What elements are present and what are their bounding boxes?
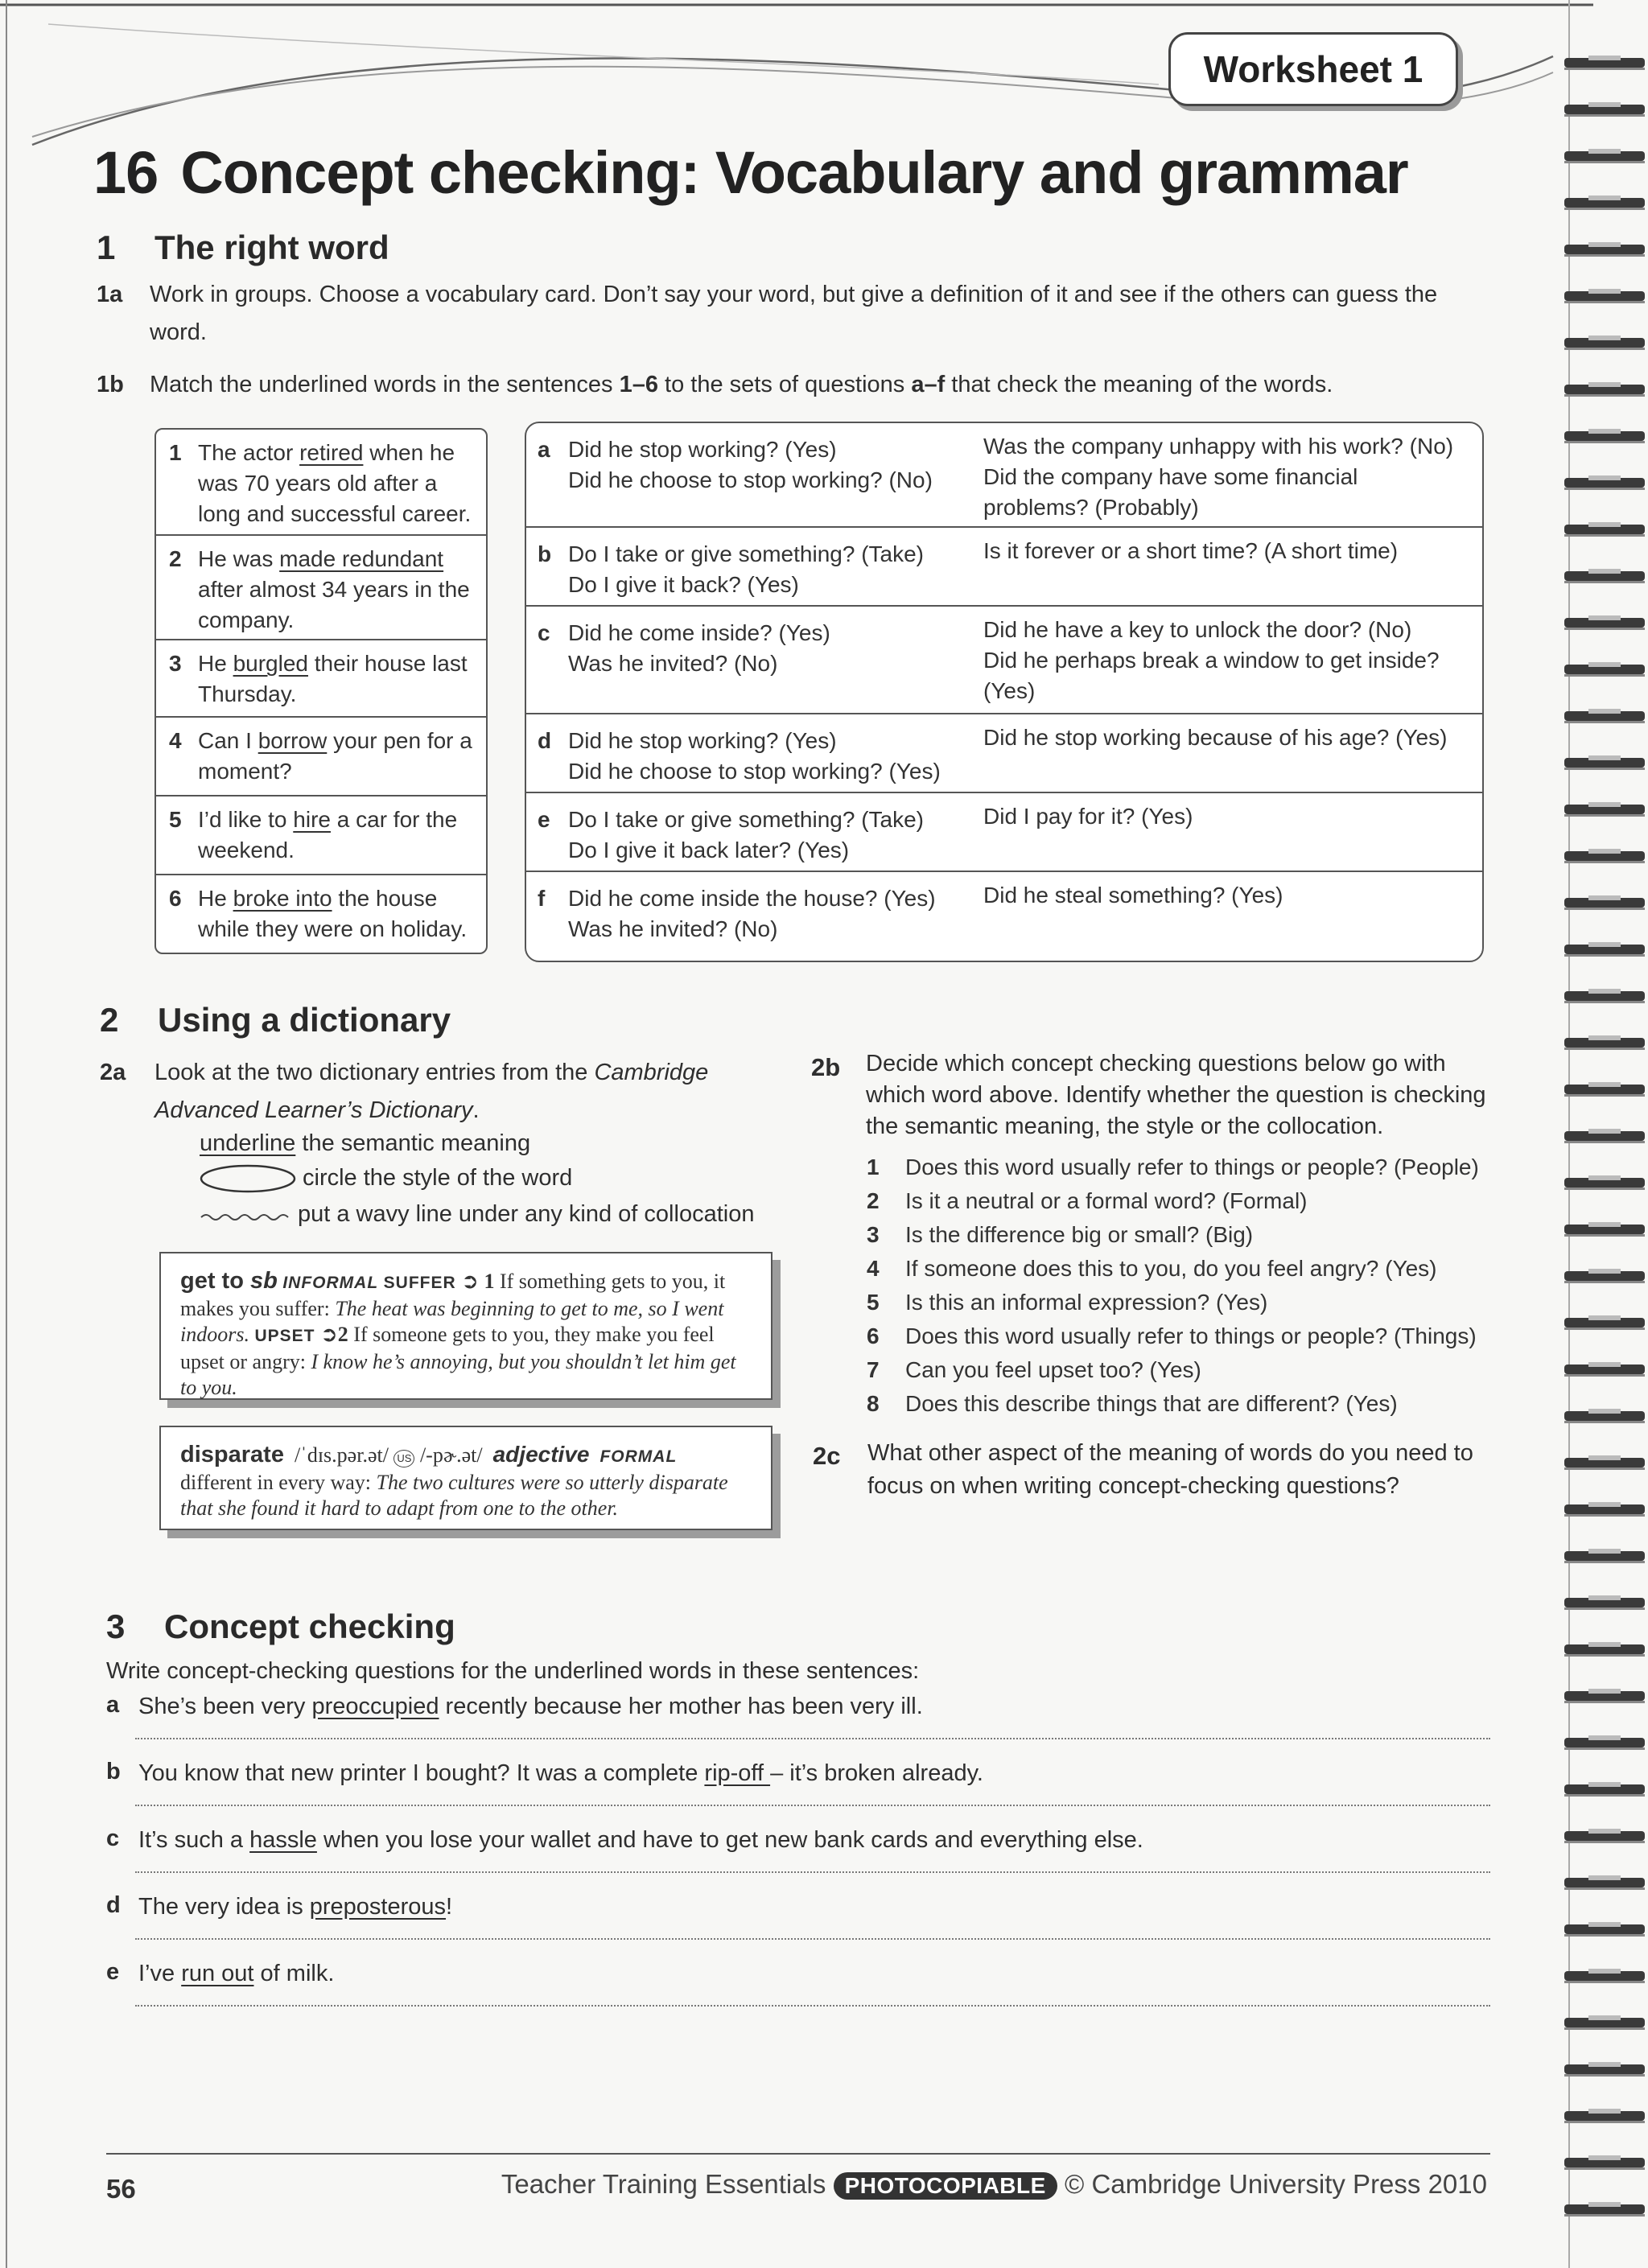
list-2b-item	[867, 1387, 1479, 1421]
item-text-post: – it’s broken already.	[770, 1760, 983, 1786]
item-text-post: !	[446, 1894, 453, 1920]
binding-coil-icon	[1564, 100, 1648, 121]
binding-coil-icon	[1564, 1686, 1648, 1707]
underlined-word: preposterous	[309, 1894, 447, 1920]
binding-coil-icon	[1564, 1406, 1648, 1427]
question-col-2: Did he have a key to unlock the door? (No) Did he perhaps break a window to get inside? (Yes)	[983, 617, 1440, 703]
binding-coil-icon	[1564, 753, 1648, 774]
binding-coil-icon	[1564, 520, 1648, 541]
binding-coil-icon	[1564, 193, 1648, 214]
item-text-post: when you lose your wallet and have to get new bank cards and everything else.	[316, 1827, 1143, 1853]
binding-coil-icon	[1564, 2153, 1648, 2174]
question-2b: 2b Decide which concept checking questions below go with which word above. Identify whether the question is checking the semantic meaning, the style or the collocation.	[811, 1051, 1486, 1139]
item-number: 8	[867, 1391, 880, 1416]
binding-coil-icon	[1564, 426, 1648, 447]
question-col-2: Did I pay for it? (Yes)	[983, 804, 1193, 829]
binding-coil-icon	[1564, 1313, 1648, 1334]
sentence-number: 4	[169, 728, 182, 753]
question-letter: d	[538, 728, 552, 753]
item-text: Can you feel upset too? (Yes)	[905, 1357, 1201, 1382]
binding-coil-icon	[1564, 1126, 1648, 1147]
sentence-text-pre: The actor	[198, 440, 300, 465]
question-letter: b	[538, 541, 552, 566]
question-row	[526, 714, 1482, 793]
binding-coil-icon	[1564, 146, 1648, 167]
wavy-line-icon	[198, 1203, 298, 1227]
underlined-word: run out	[181, 1961, 254, 1986]
item-text-post: of milk.	[253, 1961, 335, 1986]
sentence-text-pre: He	[198, 651, 233, 676]
binding-coil-icon	[1564, 333, 1648, 354]
photocopiable-badge: PHOTOCOPIABLE	[834, 2172, 1057, 2200]
list-2b-item	[867, 1184, 1479, 1218]
question-col-1: Do I take or give something? (Take) Do I give it back? (Yes)	[568, 541, 924, 597]
list-2b-item	[867, 1252, 1479, 1286]
section-1-heading: 1 The right word	[97, 228, 389, 266]
section-3-item	[106, 1688, 1490, 1755]
sentence-number: 6	[169, 886, 182, 911]
binding-coil-icon	[1564, 613, 1648, 634]
binding-coil-icon	[1564, 1780, 1648, 1801]
question-2c: 2c What other aspect of the meaning of words do you need to focus on when writing concept-checking questions?	[813, 1440, 1473, 1499]
binding-coil-icon	[1564, 846, 1648, 867]
binding-coil-icon	[1564, 1453, 1648, 1474]
binding-coil-icon	[1564, 1500, 1648, 1521]
section-3-item	[106, 1755, 1490, 1821]
binding-coil-icon	[1564, 1033, 1648, 1054]
binding-coil-icon	[1564, 1266, 1648, 1287]
answer-line[interactable]	[135, 1738, 1490, 1739]
sentence-item	[156, 875, 486, 953]
underlined-word: retired	[299, 440, 364, 465]
question-row	[526, 607, 1482, 714]
sentence-text-post: their house last Thursday.	[198, 651, 468, 706]
binding-coil-icon	[1564, 1220, 1648, 1241]
underlined-word: borrow	[258, 728, 328, 753]
sentence-number: 2	[169, 546, 182, 571]
underlined-word: hire	[293, 807, 331, 832]
item-text: Does this word usually refer to things or people? (Things)	[905, 1323, 1477, 1348]
page-title: 16 Concept checking: Vocabulary and grammar	[93, 139, 1408, 206]
question-col-2: Did he stop working because of his age? (Yes)	[983, 725, 1448, 750]
binding-coil-icon	[1564, 2106, 1648, 2127]
section-3-intro: Write concept-checking questions for the underlined words in these sentences:	[106, 1658, 920, 1684]
binding-coil-icon	[1564, 1873, 1648, 1894]
binding-coil-icon	[1564, 53, 1648, 74]
question-row	[526, 793, 1482, 872]
item-number: 1	[867, 1155, 880, 1179]
underlined-word: hassle	[249, 1827, 317, 1853]
answer-line[interactable]	[135, 1938, 1490, 1940]
sentence-number: 1	[169, 440, 182, 465]
underlined-word: preoccupied	[311, 1694, 439, 1719]
item-sentence	[138, 1888, 1490, 1926]
oval-icon	[198, 1163, 303, 1195]
item-text-pre: It’s such a	[138, 1827, 250, 1853]
binding-coil-icon	[1564, 706, 1648, 727]
item-number: 4	[867, 1256, 880, 1281]
binding-coil-icon	[1564, 2200, 1648, 2221]
binding-coil-icon	[1564, 1546, 1648, 1567]
binding-coil-icon	[1564, 1733, 1648, 1754]
question-col-2: Was the company unhappy with his work? (No) Did the company have some financial problems? (Probably)	[983, 434, 1454, 520]
item-sentence	[138, 1688, 1490, 1726]
binding-coil-icon	[1564, 473, 1648, 494]
section-2-heading: 2 Using a dictionary	[100, 1001, 451, 1039]
item-text-post: recently because her mother has been very ill.	[439, 1694, 923, 1719]
item-letter: c	[106, 1826, 120, 1851]
item-letter: b	[106, 1759, 121, 1784]
footer-rule	[106, 2153, 1490, 2155]
item-letter: d	[106, 1892, 121, 1918]
list-2b-item	[867, 1150, 1479, 1184]
key-underline: underline the semantic meaning	[200, 1130, 531, 1156]
question-col-1: Did he stop working? (Yes) Did he choose to stop working? (No)	[568, 437, 933, 492]
list-2b-item	[867, 1353, 1479, 1387]
sentence-item	[156, 430, 486, 536]
item-number: 2	[867, 1188, 880, 1213]
binding-coil-icon	[1564, 800, 1648, 821]
binding-coil-icon	[1564, 1080, 1648, 1101]
item-letter: a	[106, 1692, 120, 1718]
question-col-2: Is it forever or a short time? (A short time)	[983, 538, 1399, 563]
sentence-text-post: a car for the weekend.	[198, 807, 458, 862]
question-row	[526, 528, 1482, 607]
question-2a: 2a Look at the two dictionary entries from the Cambridge Advanced Learner’s Dictionary.	[100, 1060, 709, 1123]
underlined-word: rip-off	[704, 1760, 771, 1786]
arrow-circle-icon: ➲	[319, 1323, 338, 1346]
binding-coil-icon	[1564, 566, 1648, 587]
item-text: Is it a neutral or a formal word? (Formal)	[905, 1188, 1308, 1213]
binding-coil-icon	[1564, 380, 1648, 401]
answer-line[interactable]	[135, 1805, 1490, 1806]
item-text: If someone does this to you, do you feel angry? (Yes)	[905, 1256, 1437, 1281]
question-col-1: Did he come inside the house? (Yes) Was he invited? (No)	[568, 886, 936, 941]
section-3-heading: 3 Concept checking	[106, 1607, 455, 1645]
question-col-1: Did he stop working? (Yes) Did he choose to stop working? (Yes)	[568, 728, 941, 784]
binding-coil-icon	[1564, 660, 1648, 681]
binding-coil-icon	[1564, 1920, 1648, 1941]
list-2b	[867, 1150, 1479, 1421]
item-sentence	[138, 1821, 1490, 1859]
item-sentence	[138, 1755, 1490, 1793]
arrow-circle-icon: ➲	[461, 1270, 479, 1293]
worksheet-tab: Worksheet 1	[1168, 32, 1458, 106]
binding-coil-icon	[1564, 1360, 1648, 1381]
sentence-number: 3	[169, 651, 182, 676]
binding-coil-icon	[1564, 1640, 1648, 1661]
question-letter: f	[538, 886, 546, 911]
binding-coil-icon	[1564, 1173, 1648, 1194]
section-3-items	[106, 1688, 1490, 2022]
item-letter: e	[106, 1959, 120, 1985]
question-row	[526, 872, 1482, 961]
section-3-item	[106, 1821, 1490, 1888]
sentence-text-pre: Can I	[198, 728, 258, 753]
item-text: Does this word usually refer to things or people? (People)	[905, 1155, 1479, 1179]
binding-coil-icon	[1564, 2060, 1648, 2081]
item-number: 3	[867, 1222, 880, 1247]
question-letter: c	[538, 620, 550, 645]
sentence-text-pre: He was	[198, 546, 280, 571]
item-number: 7	[867, 1357, 880, 1382]
underlined-word: burgled	[233, 651, 308, 676]
sentence-text-post: the house while they were on holiday.	[198, 886, 468, 941]
list-2b-item	[867, 1319, 1479, 1353]
sentence-text-pre: He	[198, 886, 233, 911]
key-circle: circle the style of the word	[198, 1159, 572, 1197]
sentence-text-pre: I’d like to	[198, 807, 294, 832]
question-letter: a	[538, 437, 550, 462]
binding-coil-icon	[1564, 2013, 1648, 2034]
item-text-pre: I’ve	[138, 1961, 182, 1986]
sentence-number: 5	[169, 807, 182, 832]
sentence-text-post: your pen for a moment?	[198, 728, 472, 784]
dictionary-entry-disparate: disparate /ˈdɪs.pər.ət/ US /-pɚ.ət/ adjective FORMAL different in every way: The two cultures were so utterly disparate that she found it hard to adapt from one to the other.	[159, 1426, 772, 1530]
binding-coil-icon	[1564, 893, 1648, 914]
question-col-1: Do I take or give something? (Take) Do I give it back later? (Yes)	[568, 807, 924, 862]
question-letter: e	[538, 807, 550, 832]
item-text: Is this an informal expression? (Yes)	[905, 1290, 1268, 1315]
item-text-pre: She’s been very	[138, 1694, 312, 1719]
question-1b: 1b Match the underlined words in the sentences 1–6 to the sets of questions a–f that check the meaning of the words.	[97, 372, 1333, 397]
item-text: Does this describe things that are different? (Yes)	[905, 1391, 1398, 1416]
sentence-item	[156, 796, 486, 875]
sentence-item	[156, 718, 486, 796]
binding-coil-icon	[1564, 1826, 1648, 1847]
item-sentence	[138, 1955, 1490, 1993]
section-3-item	[106, 1888, 1490, 1955]
section-3-item	[106, 1955, 1490, 2022]
sentences-box	[154, 428, 488, 954]
footer-credit: Teacher Training Essentials PHOTOCOPIABLE © Cambridge University Press 2010	[501, 2169, 1487, 2199]
sentence-text-post: when he was 70 years old after a long and successful career.	[198, 440, 472, 526]
question-col-1: Did he come inside? (Yes) Was he invited? (No)	[568, 620, 830, 676]
answer-line[interactable]	[135, 2005, 1490, 2007]
sentence-item	[156, 536, 486, 640]
sentence-item	[156, 640, 486, 718]
item-number: 6	[867, 1323, 880, 1348]
question-col-2: Did he steal something? (Yes)	[983, 883, 1283, 908]
binding-coil-icon	[1564, 240, 1648, 261]
item-text-pre: The very idea is	[138, 1894, 310, 1920]
binding-coil-icon	[1564, 286, 1648, 307]
key-wavy: put a wavy line under any kind of collocation	[198, 1196, 754, 1233]
binding-coil-icon	[1564, 940, 1648, 961]
underlined-word: made redundant	[279, 546, 444, 571]
dictionary-entry-get-to-sb: get to sb INFORMAL SUFFER ➲ 1 If something gets to you, it makes you suffer: The heat was beginning to get to me, so I went indoors. UPSET ➲2 If someone gets to you, they make you feel upset or angry: I know he’s annoying, but you shouldn’t let him get to you.	[159, 1252, 772, 1400]
questions-table	[525, 422, 1484, 962]
binding-coil-icon	[1564, 986, 1648, 1007]
sentence-text-post: after almost 34 years in the company.	[198, 577, 470, 632]
page-number: 56	[106, 2174, 136, 2204]
list-2b-item	[867, 1218, 1479, 1252]
item-text: Is the difference big or small? (Big)	[905, 1222, 1254, 1247]
question-row	[526, 423, 1482, 528]
binding-coil-icon	[1564, 1593, 1648, 1614]
answer-line[interactable]	[135, 1871, 1490, 1873]
us-circle-icon: US	[393, 1450, 414, 1467]
question-1a: 1a Work in groups. Choose a vocabulary card. Don’t say your word, but give a definition of it and see if the others can guess the word.	[97, 282, 1438, 345]
item-text-pre: You know that new printer I bought? It was a complete	[138, 1760, 705, 1786]
binding-coil-icon	[1564, 1966, 1648, 1987]
list-2b-item	[867, 1286, 1479, 1319]
underlined-word: broke into	[233, 886, 332, 911]
item-number: 5	[867, 1290, 880, 1315]
